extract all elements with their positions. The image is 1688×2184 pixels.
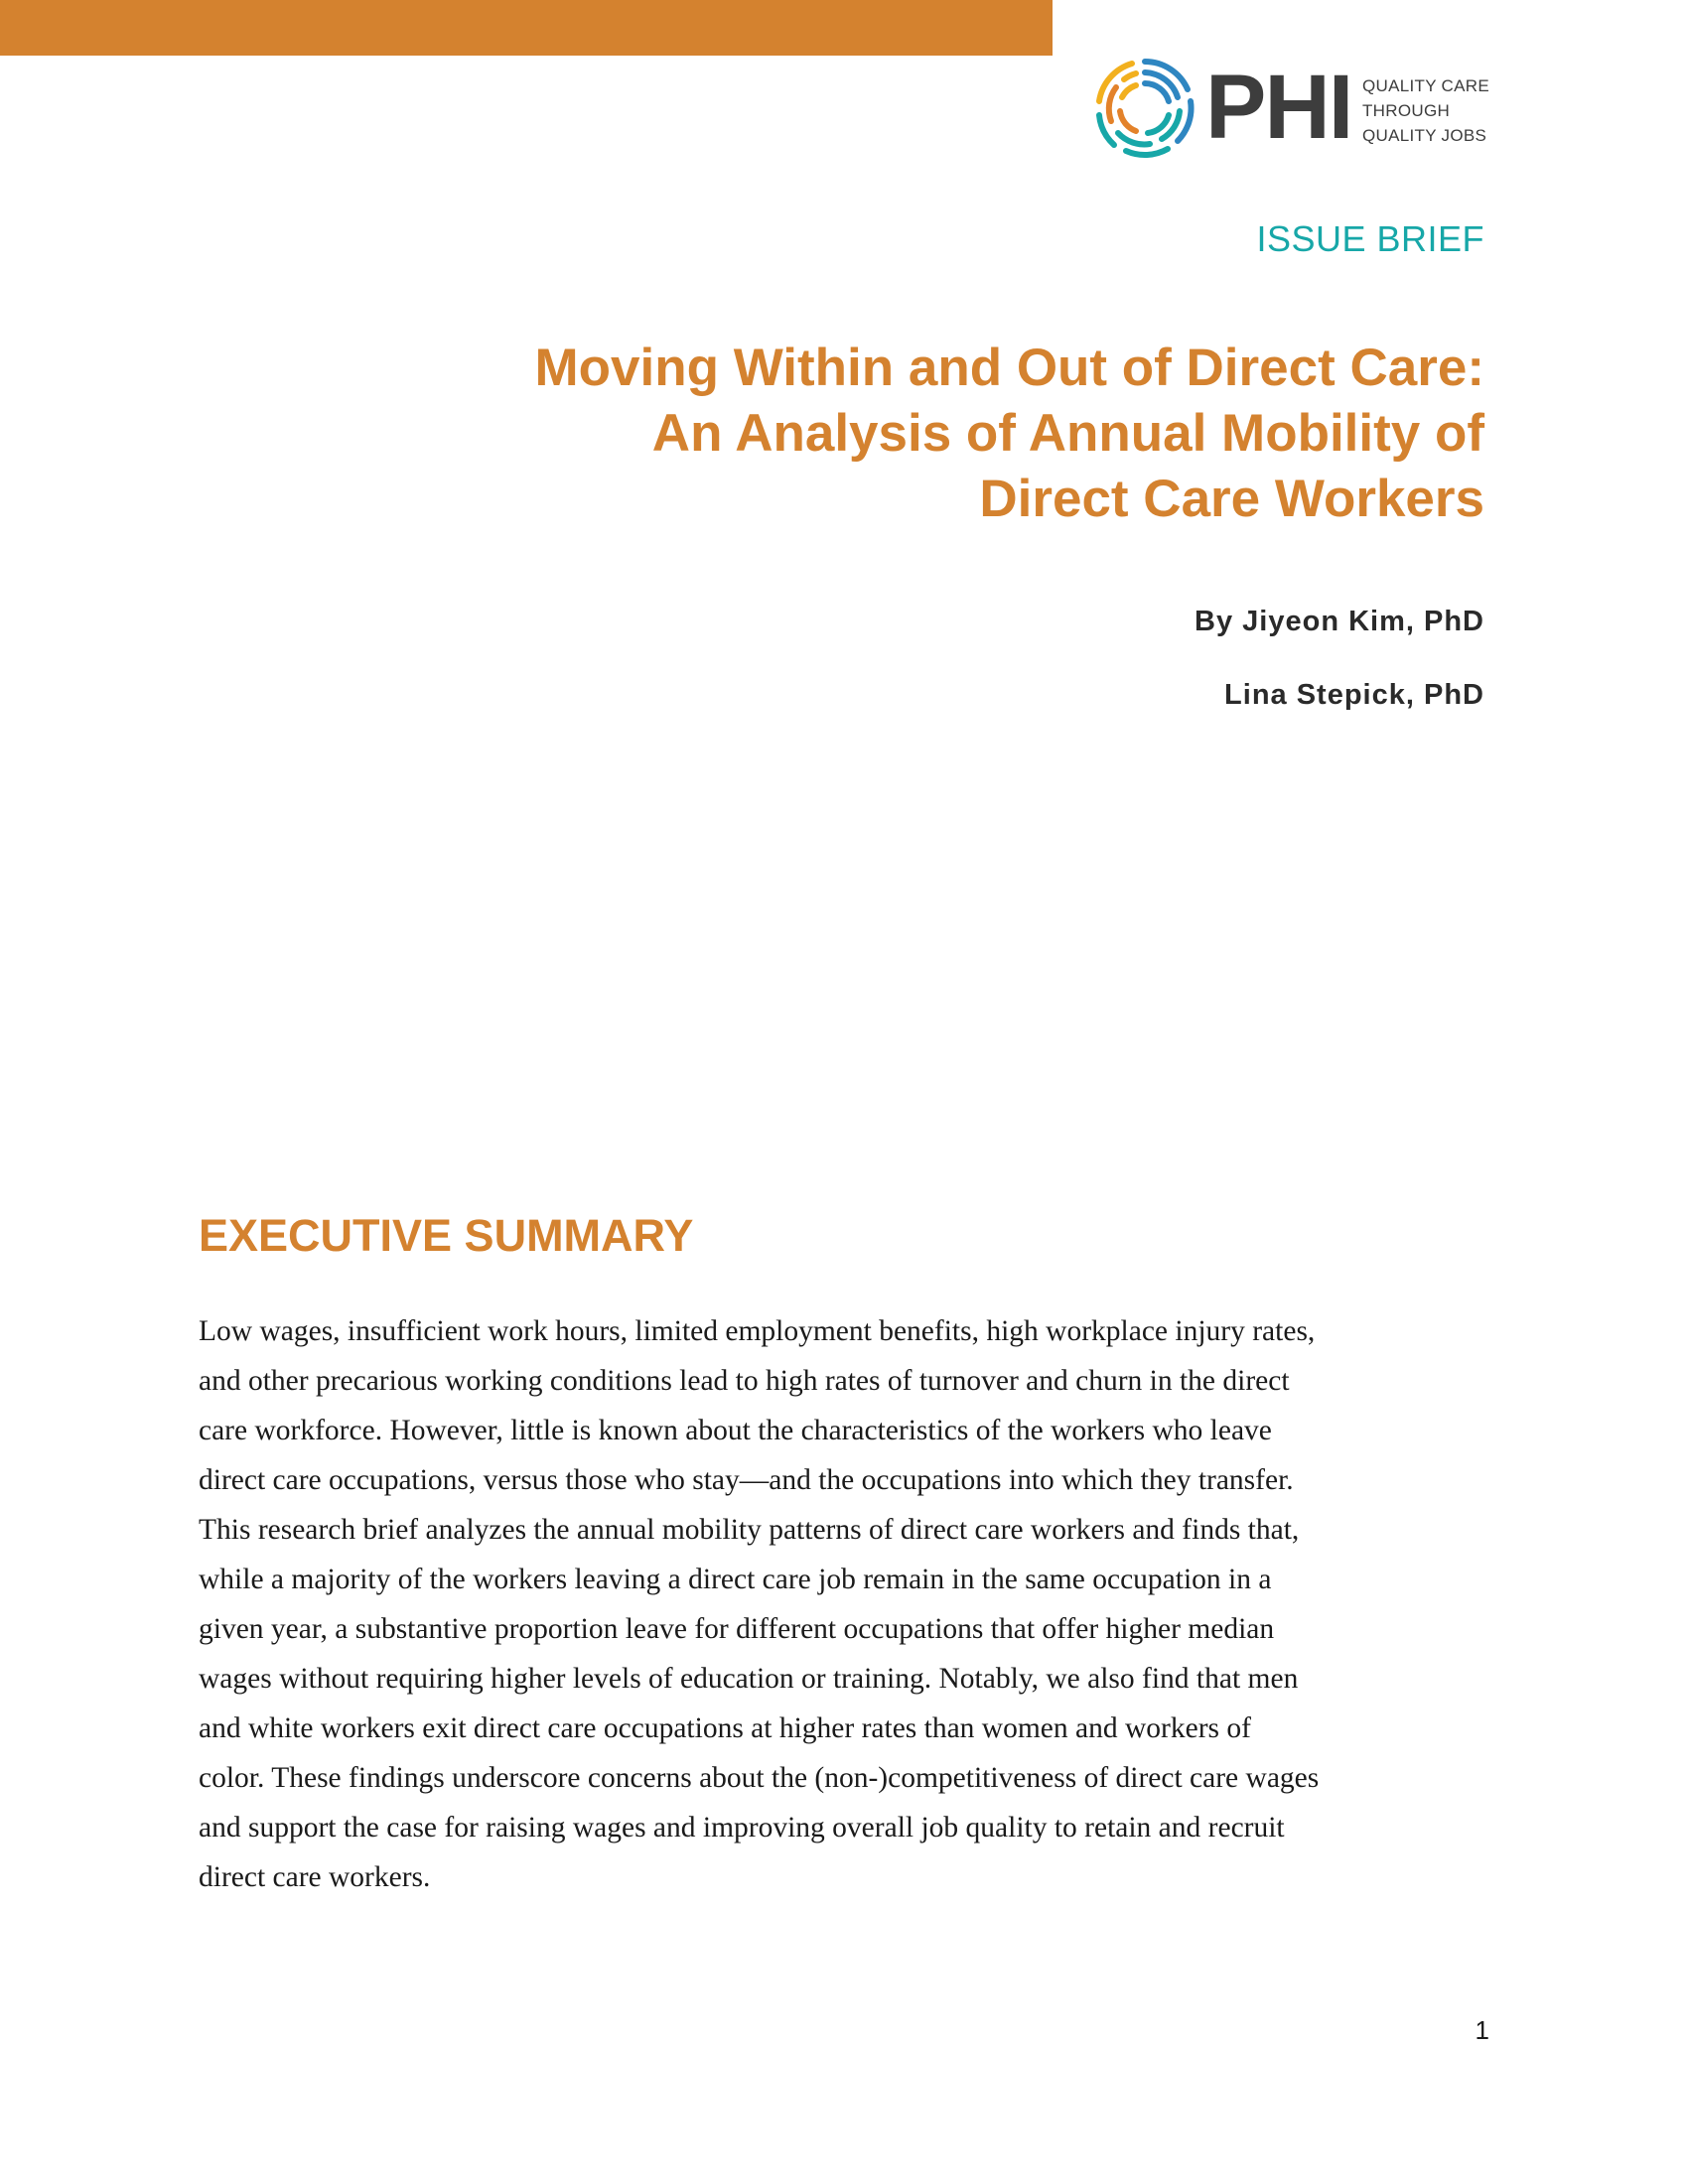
phi-wordmark: PHI: [1205, 57, 1352, 158]
logo-tagline-line: QUALITY JOBS: [1362, 126, 1487, 145]
logo-tagline-line: QUALITY CARE: [1362, 76, 1489, 95]
executive-summary-body: [199, 1306, 1489, 1902]
logo-tagline: [1362, 73, 1511, 148]
title-line: An Analysis of Annual Mobility of: [651, 404, 1484, 463]
summary-line: and support the case for raising wages and improving overall job quality to retain and recruit: [199, 1812, 1285, 1843]
logo-tagline-line: THROUGH: [1362, 101, 1451, 120]
title-line: Moving Within and Out of Direct Care:: [534, 339, 1484, 397]
document-title: [392, 336, 1484, 532]
author-list: [1195, 604, 1484, 751]
author-name: Lina Stepick, PhD: [1224, 679, 1484, 711]
document-type-label: ISSUE BRIEF: [1256, 218, 1484, 259]
summary-line: care workforce. However, little is known about the characteristics of the workers who leave: [199, 1415, 1272, 1446]
phi-logo-mark-icon: [1092, 56, 1197, 161]
summary-line: and other precarious working conditions lead to high rates of turnover and churn in the direct: [199, 1365, 1290, 1397]
summary-line: Low wages, insufficient work hours, limited employment benefits, high workplace injury rates,: [199, 1315, 1316, 1347]
executive-summary-heading: EXECUTIVE SUMMARY: [199, 1210, 694, 1261]
phi-logo: [1092, 56, 1509, 161]
summary-line: This research brief analyzes the annual mobility patterns of direct care workers and finds that,: [199, 1514, 1300, 1546]
author-name: By Jiyeon Kim, PhD: [1195, 606, 1484, 637]
summary-line: and white workers exit direct care occupations at higher rates than women and workers of: [199, 1712, 1251, 1744]
page-number: 1: [1475, 2015, 1489, 2045]
summary-line: color. These findings underscore concerns about the (non-)competitiveness of direct care wages: [199, 1762, 1320, 1794]
summary-line: while a majority of the workers leaving a direct care job remain in the same occupation in a: [199, 1564, 1272, 1595]
summary-line: direct care occupations, versus those who stay—and the occupations into which they transfer.: [199, 1464, 1294, 1496]
title-line: Direct Care Workers: [979, 470, 1484, 528]
summary-line: given year, a substantive proportion leave for different occupations that offer higher median: [199, 1613, 1275, 1645]
summary-line: wages without requiring higher levels of education or training. Notably, we also find that men: [199, 1663, 1299, 1695]
summary-line: direct care workers.: [199, 1861, 431, 1893]
header-accent-bar: [0, 0, 1053, 56]
